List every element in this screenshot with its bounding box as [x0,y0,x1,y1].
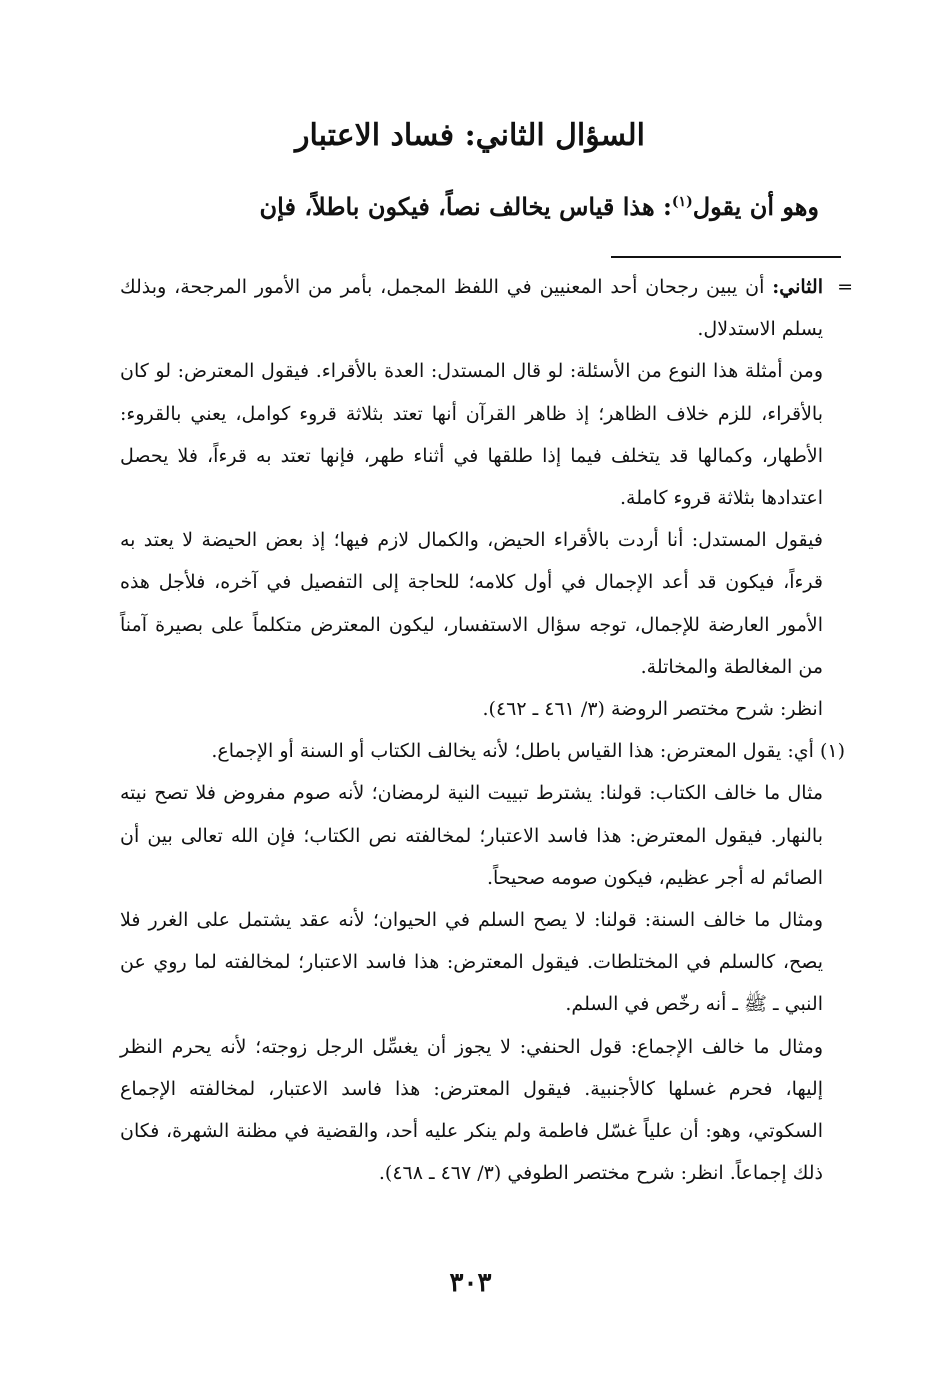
footnote-separator [611,256,841,258]
main-text-start: وهو أن يقول [692,192,819,221]
main-text-line [119,192,819,221]
footnote-1-number: (١) [819,740,845,763]
continued-footnote-para-3: فيقول المستدل: أنا أردت بالأقراء الحيض، والكمال لازم فيها؛ إذ بعض الحيضة لا يعتد به قرءاً، فيكون قد أعد الإجمال في أول كلامه؛ للحاجة إلى التفصيل في آخره، فلأجل هذه الأمور العارضة للإجمال، توجه سؤال الاستفسار، ليكون المعترض متكلماً على بصيرة آمناً من المغالطة والمخاتلة. [120,529,823,678]
footnote-1-para-2: مثال ما خالف الكتاب: قولنا: يشترط تبييت النية لرمضان؛ لأنه صوم مفروض فلا تصح نيته بالنهار. فيقول المعترض: هذا فاسد الاعتبار؛ لمخالفته نص الكتاب؛ فإن الله تعالى بين أن الصائم له أجر عظيم، فيكون صومه صحيحاً. [120,782,823,889]
footnote-1-para-3: ومثال ما خالف السنة: قولنا: لا يصح السلم في الحيوان؛ لأنه عقد يشتمل على الغرر فلا يصح، كالسلم في المختلطات. فيقول المعترض: هذا فاسد الاعتبار؛ لمخالفته لما روي عن النبي ـ ﷺ ـ أنه رخّص في السلم. [120,909,823,1016]
page-number: ٣٠٣ [449,1268,492,1298]
footnote-reference: (١) [671,194,693,210]
continued-footnote-text: أن يبين رجحان أحد المعنيين في اللفظ المجمل، بأمر من الأمور المرجحة، وبذلك يسلم الاستدلال. [120,276,823,341]
page-title: السؤال الثاني: فساد الاعتبار [295,118,645,153]
continued-footnote-para-2: ومن أمثلة هذا النوع من الأسئلة: لو قال المستدل: العدة بالأقراء. فيقول المعترض: لو كان بالأقراء، للزم خلاف الظاهر؛ إذ ظاهر القرآن أنها تعتد بثلاثة قروء كوامل، يعني بالقروء: الأطهار، وكمالها قد يتخلف فيما إذا طلقها في أثناء طهر، فإنها تعتد به قرءاً، فلا يحصل اعتدادها بثلاثة قروء كاملة. [120,360,823,510]
continued-footnote-para-1 [120,266,853,350]
footnote-1-text: أي: يقول المعترض: هذا القياس باطل؛ لأنه يخالف الكتاب أو السنة أو الإجماع. [211,740,820,763]
continued-footnote-reference: انظر: شرح مختصر الروضة (٣/ ٤٦١ ـ ٤٦٢). [482,698,823,721]
footnotes-section [120,266,853,1194]
footnote-1-para-1 [120,730,845,772]
main-text-end: : هذا قياس يخالف نصاً، فيكون باطلاً، فإن [259,192,672,221]
continued-footnote-lead: الثاني: [772,276,823,298]
continuation-marker: = [837,276,853,298]
footnote-1-para-4: ومثال ما خالف الإجماع: قول الحنفي: لا يجوز أن يغسِّل الرجل زوجته؛ لأنه يحرم النظر إليها، فحرم غسلها كالأجنبية. فيقول المعترض: هذا فاسد الاعتبار، لمخالفته الإجماع السكوتي، وهو: أن علياً غسّل فاطمة ولم ينكر عليه أحد، والقضية في مظنة الشهرة، فكان ذلك إجماعاً. انظر: شرح مختصر الطوفي (٣/ ٤٦٧ ـ ٤٦٨). [120,1035,823,1185]
